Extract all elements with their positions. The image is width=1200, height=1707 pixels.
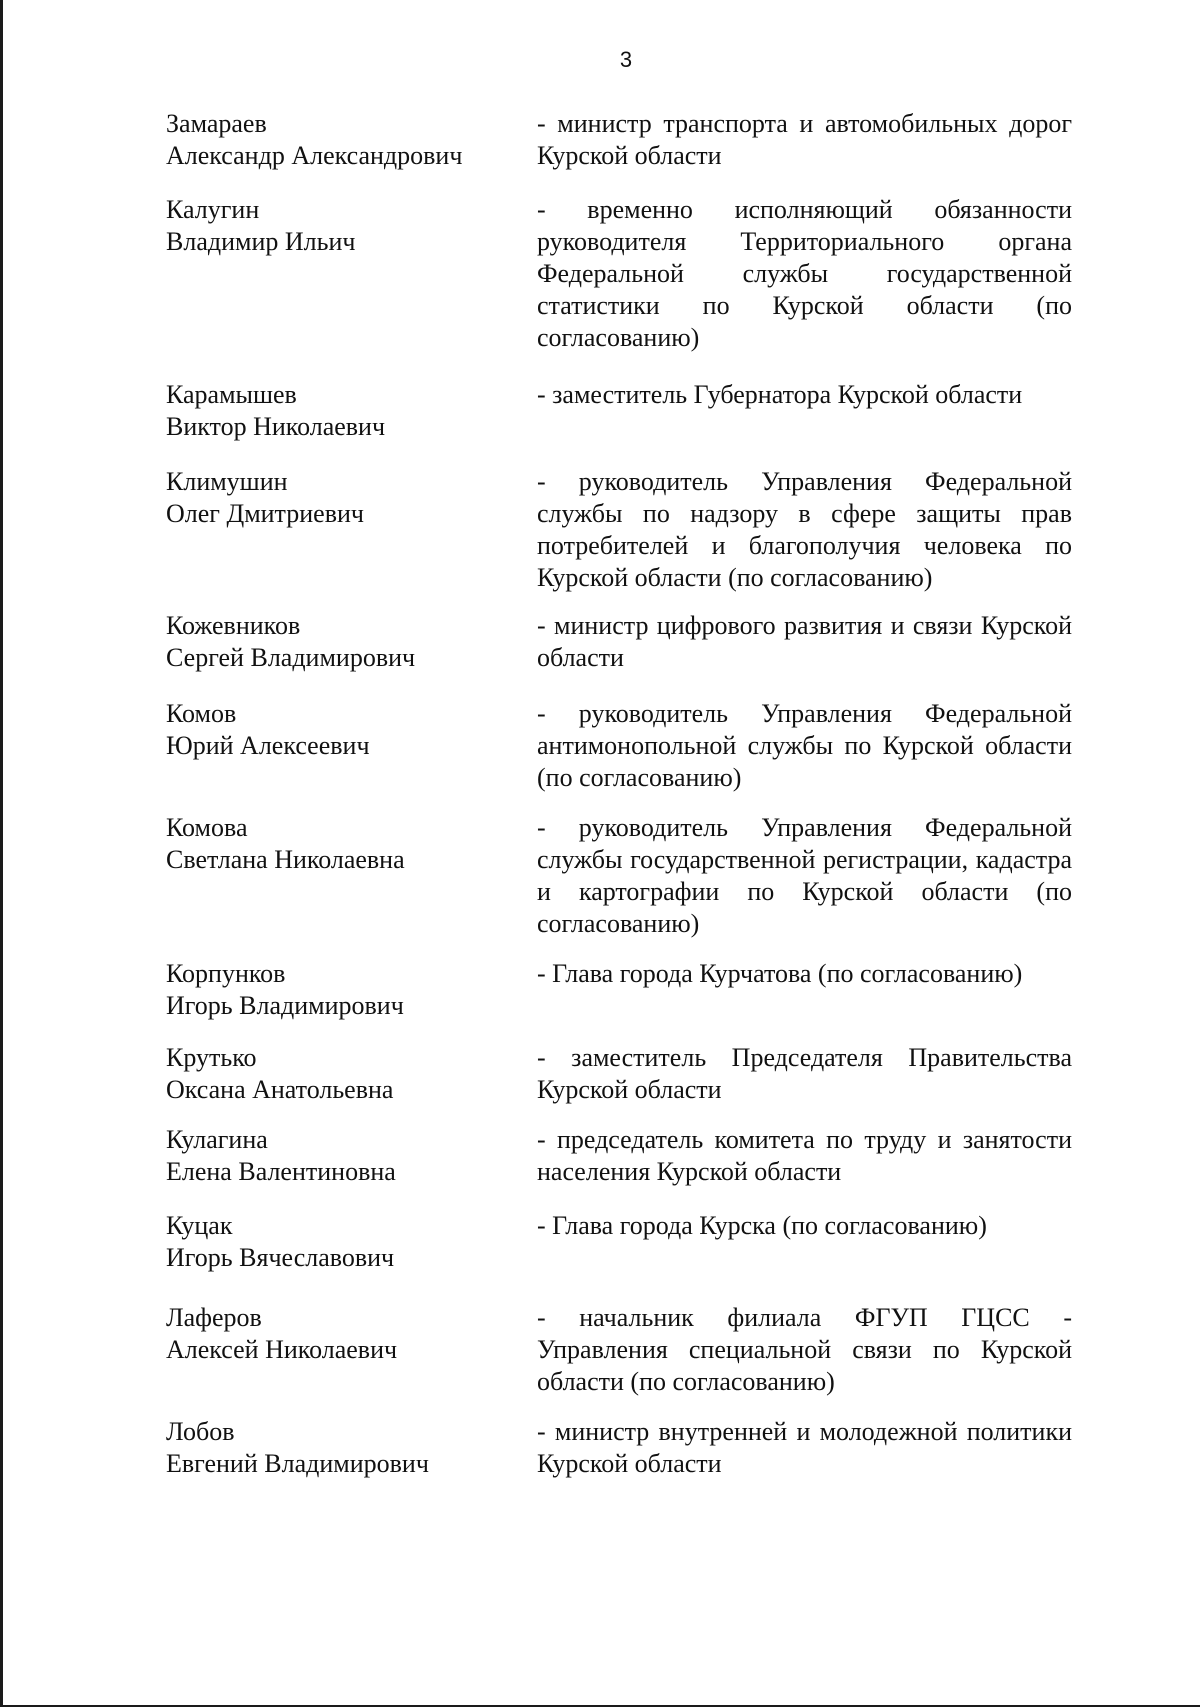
member-name <box>166 812 526 876</box>
member-given-names: Оксана Анатольевна <box>166 1075 394 1104</box>
member-role: - заместитель Председателя Правительства Курской области <box>537 1043 1072 1104</box>
member-name <box>166 194 526 258</box>
member-name <box>166 958 526 1022</box>
member-role: - министр транспорта и автомобильных дорог Курской области <box>537 109 1072 170</box>
member-name <box>166 1416 526 1480</box>
member-surname: Крутько <box>166 1043 257 1072</box>
member-surname: Корпунков <box>166 959 286 988</box>
member-role: - начальник филиала ФГУП ГЦСС - Управления специальной связи по Курской области (по согласованию) <box>537 1303 1072 1396</box>
member-surname: Кулагина <box>166 1125 268 1154</box>
member-given-names: Сергей Владимирович <box>166 643 416 672</box>
member-surname: Климушин <box>166 467 288 496</box>
member-surname: Куцак <box>166 1211 233 1240</box>
member-given-names: Елена Валентиновна <box>166 1157 396 1186</box>
member-role: - руководитель Управления Федеральной службы государственной регистрации, кадастра и картографии по Курской области (по согласованию) <box>537 813 1072 938</box>
member-surname: Лаферов <box>166 1303 262 1332</box>
member-name <box>166 466 526 530</box>
member-role: - временно исполняющий обязанности руководителя Территориального органа Федеральной службы государственной статистики по Курской области (по согласованию) <box>537 195 1072 352</box>
member-surname: Лобов <box>166 1417 235 1446</box>
member-surname: Карамышев <box>166 380 297 409</box>
member-given-names: Светлана Николаевна <box>166 845 405 874</box>
member-surname: Комова <box>166 813 248 842</box>
member-given-names: Александр Александрович <box>166 141 463 170</box>
member-role: - Глава города Курска (по согласованию) <box>537 1211 987 1240</box>
member-surname: Комов <box>166 699 237 728</box>
page-number: 3 <box>619 47 633 72</box>
member-given-names: Виктор Николаевич <box>166 412 386 441</box>
member-given-names: Евгений Владимирович <box>166 1449 429 1478</box>
member-surname: Замараев <box>166 109 267 138</box>
member-role: - председатель комитета по труду и занятости населения Курской области <box>537 1125 1072 1186</box>
member-role: - министр внутренней и молодежной политики Курской области <box>537 1417 1072 1478</box>
member-surname: Кожевников <box>166 611 301 640</box>
member-name <box>166 698 526 762</box>
member-given-names: Юрий Алексеевич <box>166 731 370 760</box>
member-name <box>166 1042 526 1106</box>
member-role: - заместитель Губернатора Курской области <box>537 380 1023 409</box>
member-role: - руководитель Управления Федеральной службы по надзору в сфере защиты прав потребителей и благополучия человека по Курской области (по согласованию) <box>537 467 1072 592</box>
member-name <box>166 1302 526 1366</box>
member-given-names: Владимир Ильич <box>166 227 356 256</box>
member-surname: Калугин <box>166 195 260 224</box>
member-name <box>166 1210 526 1274</box>
member-role: - руководитель Управления Федеральной антимонопольной службы по Курской области (по согласованию) <box>537 699 1072 792</box>
member-name <box>166 1124 526 1188</box>
member-role: - Глава города Курчатова (по согласованию) <box>537 959 1023 988</box>
member-name <box>166 108 526 172</box>
member-given-names: Игорь Владимирович <box>166 991 404 1020</box>
scan-edge-left <box>0 0 3 1707</box>
member-role: - министр цифрового развития и связи Курской области <box>537 611 1072 672</box>
member-given-names: Олег Дмитриевич <box>166 499 364 528</box>
member-name <box>166 610 526 674</box>
member-given-names: Алексей Николаевич <box>166 1335 398 1364</box>
member-given-names: Игорь Вячеславович <box>166 1243 395 1272</box>
member-name <box>166 379 526 443</box>
